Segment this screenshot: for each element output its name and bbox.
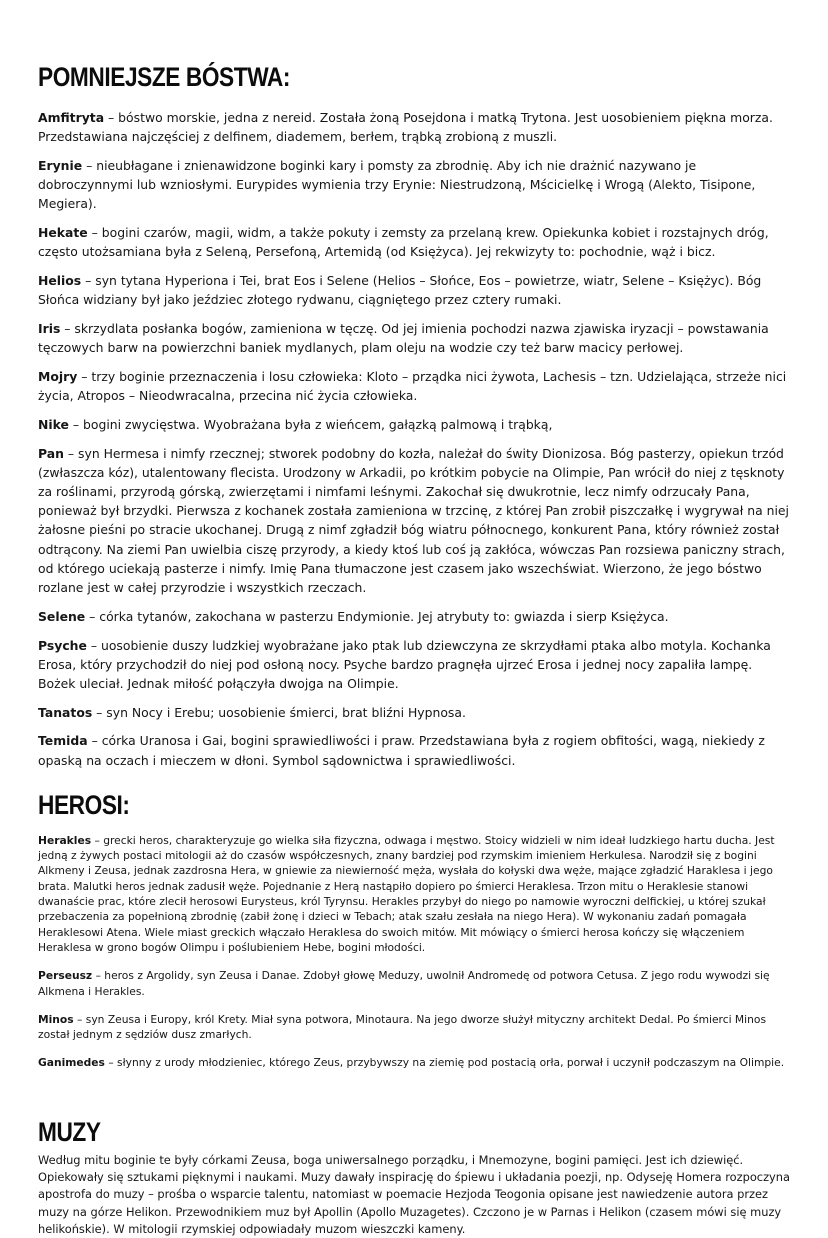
entry-term: Tanatos	[38, 704, 93, 720]
entry-term: Selene	[38, 608, 86, 624]
entry-description: – bogini zwycięstwa. Wyobrażana była z wieńcem, gałązką palmową i trąbką,	[72, 416, 553, 432]
entry-helios	[38, 271, 790, 309]
entry-term: Perseusz	[38, 969, 93, 983]
entry-psyche	[38, 636, 790, 694]
entry-description: – skrzydlata posłanka bogów, zamieniona w tęczę. Od jej imienia pochodzi nazwa zjawiska iryzacji – powstawania tęczowych barw na powierzchni baniek mydlanych, plam oleju na wodzie czy też barw macicy perłowej.	[38, 320, 769, 356]
entry-description: – trzy boginie przeznaczenia i losu człowieka: Kloto – prządka nici żywota, Lachesis – tzn. Udzielająca, strzeże nici życia, Atropos – Nieodwracalna, przecina nić życia człowieka.	[38, 368, 787, 404]
entry-erynie	[38, 156, 790, 214]
entry-perseusz	[38, 968, 790, 999]
section-muzy	[38, 1117, 790, 1238]
entry-term: Pan	[38, 445, 64, 461]
entry-minos	[38, 1012, 790, 1043]
entry-selene	[38, 607, 790, 626]
entry-description: – grecki heros, charakteryzuje go wielka siła fizyczna, odwaga i męstwo. Stoicy widzieli w nim ideał ludzkiego hartu ducha. Jest jedną z żywych postaci mitologii aż do czasów współczesnych, znany bardziej pod rzymskim imieniem Herkulesa. Narodził się z bogini Alkmeny i Zeusa, jednak zazdrosna Hera, w gniewie za niewierność męża, wysłała do kołyski dwa węże, mające zgładzić Haraklesa i jego brata. Malutki heros jednak zadusił węże. Pojednanie z Herą nastąpiło dopiero po śmierci Heraklesa. Trzon mitu o Heraklesie stanowi dwanaście prac, które zlecił herosowi Eurysteus, król Tyrynsu. Herakles przybył do niego po namowie wyroczni delfickiej, u której szukał przebaczenia za popełnioną zbrodnię (zabił żonę i dzieci w Tebach; atak szału zesłała na niego Hera). W wykonaniu zadań pomagała Heraklesowi Atena. Wiele miast greckich włączało Heraklesa do swoich mitów. Mit mówiący o śmierci herosa kończy się włączeniem Heraklesa w grono bogów Olimpu i poślubieniem Hebe, bogini młodości.	[38, 833, 775, 954]
entry-term: Mojry	[38, 368, 78, 384]
entry-mojry	[38, 367, 790, 405]
entry-description: – nieubłagane i znienawidzone boginki kary i pomsty za zbrodnię. Aby ich nie drażnić nazywano je dobroczynnymi lub wzniosłymi. Eurypides wymienia trzy Erynie: Niestrudzoną, Mścicielkę i Wrogą (Alekto, Tisipone, Megiera).	[38, 157, 756, 212]
entry-description: – heros z Argolidy, syn Zeusa i Danae. Zdobył głowę Meduzy, uwolnił Andromedę od potwora Cetusa. Z jego rodu wywodzi się Alkmena i Herakles.	[38, 969, 770, 998]
entry-ganimedes	[38, 1055, 790, 1070]
entry-description: – córka tytanów, zakochana w pasterzu Endymionie. Jej atrybuty to: gwiazda i sierp Księżyca.	[89, 608, 669, 624]
entry-nike	[38, 415, 790, 434]
section-heading-herosi: HEROSI:	[38, 789, 130, 820]
muzy-paragraph: Według mitu boginie te były córkami Zeusa, boga uniwersalnego porządku, i Mnemozyne, bogini pamięci. Jest ich dziewięć. Opiekowały się sztukami pięknymi i naukami. Muzy dawały inspirację do śpiewu i układania poezji, np. Odyseję Homera rozpoczyna apostrofa do muzy – prośba o wsparcie talentu, natomiast w poemacie Hezjoda Teogonia opisane jest nawiedzenie autora przez muzy na górze Helikon. Przewodnikiem muz był Apollin (Apollo Muzagetes). Czczono je w Parnas i Helikon (czasem mówi się muzy helikońskie). W mitologii rzymskiej odpowiadały muzom wieszczki kameny.	[38, 1152, 790, 1237]
section-heading-muzy: MUZY	[38, 1116, 101, 1147]
section-pomniejsze-bostwa	[38, 62, 790, 770]
entry-description: – słynny z urody młodzieniec, którego Zeus, przybywszy na ziemię pod postacią orła, porwał i uczynił podczaszym na Olimpie.	[108, 1056, 785, 1070]
entry-iris	[38, 319, 790, 357]
entry-term: Hekate	[38, 225, 88, 241]
entry-description: – syn tytana Hyperiona i Tei, brat Eos i Selene (Helios – Słońce, Eos – powietrze, wiatr, Selene – Księżyc). Bóg Słońca widziany był jako jeździec złotego rydwanu, ciągniętego przez cztery rumaki.	[38, 273, 762, 308]
entry-amfitryta	[38, 108, 790, 146]
entry-description: – córka Uranosa i Gai, bogini sprawiedliwości i praw. Przedstawiana była z rogiem obfitości, wagą, niekiedy z opaską na oczach i mieczem w dłoni. Symbol sądownictwa i sprawiedliwości.	[38, 733, 765, 768]
entry-description: – bogini czarów, magii, widm, a także pokuty i zemsty za przelaną krew. Opiekunka kobiet i rozstajnych dróg, często utożsamiana była z Seleną, Persefoną, Artemidą (od Księżyca). Jej rekwizyty to: pochodnie, wąż i bicz.	[38, 225, 769, 260]
entry-term: Temida	[38, 733, 88, 749]
entry-term: Nike	[38, 416, 69, 432]
entry-description: – syn Zeusa i Europy, król Krety. Miał syna potwora, Minotaura. Na jego dworze służył mityczny architekt Dedal. Po śmierci Minos został jednym z sędziów dusz zmarłych.	[38, 1012, 767, 1042]
entry-description: – syn Nocy i Erebu; uosobienie śmierci, brat bliźni Hypnosa.	[96, 704, 466, 720]
entry-hekate	[38, 223, 790, 261]
section-herosi	[38, 790, 790, 1071]
entry-tanatos	[38, 703, 790, 722]
entry-term: Erynie	[38, 157, 83, 173]
entry-term: Herakles	[38, 833, 92, 847]
entry-term: Minos	[38, 1012, 74, 1026]
entry-term: Ganimedes	[38, 1056, 105, 1070]
entry-herakles	[38, 833, 790, 955]
section-heading-pomniejsze-bostwa: POMNIEJSZE BÓSTWA:	[38, 62, 291, 92]
entry-term: Amfitryta	[38, 110, 105, 125]
entry-term: Helios	[38, 273, 82, 289]
entry-description: – uosobienie duszy ludzkiej wyobrażane jako ptak lub dziewczyna ze skrzydłami ptaka albo motyla. Kochanka Erosa, który przychodził do niej pod osłoną nocy. Psyche bardzo pragnęła ujrzeć Erosa i jednej nocy zapaliła lampę. Bożek uleciał. Jednak miłość połączyła dwojga na Olimpie.	[38, 637, 771, 691]
entry-description: – bóstwo morskie, jedna z nereid. Została żoną Posejdona i matką Trytona. Jest uosobieniem piękna morza. Przedstawiana najczęściej z delfinem, diademem, berłem, trąbką zrobioną z muszli.	[38, 110, 773, 145]
entry-pan	[38, 444, 790, 598]
entry-temida	[38, 731, 790, 769]
entry-term: Psyche	[38, 637, 87, 653]
entry-description: – syn Hermesa i nimfy rzecznej; stworek podobny do kozła, należał do świty Dionizosa. Bóg pasterzy, opiekun trzód (zwłaszcza kóz), utalentowany flecista. Urodzony w Arkadii, po krótkim pobycie na Olimpie, Pan wrócił do niej z tęsknoty za roślinami, przyrodą górską, zwierzętami i nimfami leśnymi. Zakochał się dwukrotnie, lecz nimfy odrzucały Pana, ponieważ był brzydki. Pierwsza z kochanek została zamieniona w trzcinę, z której Pan zrobił piszczałkę i wygrywał na niej żałosne pieśni po stracie ukochanej. Drugą z nimf zgładził bóg wiatru północnego, konkurent Pana, który również został odtrącony. Na ziemi Pan uwielbia ciszę przyrody, a kiedy ktoś lub coś ją zakłóca, wówczas Pan rozsiewa paniczny strach, od którego uciekają pasterze i nimfy. Imię Pana tłumaczone jest czasem jako wszechświat. Wierzono, że jego bóstwo rozlane jest w całej przyrodzie i wszystkich rzeczach.	[38, 445, 789, 596]
entry-term: Iris	[38, 320, 61, 336]
